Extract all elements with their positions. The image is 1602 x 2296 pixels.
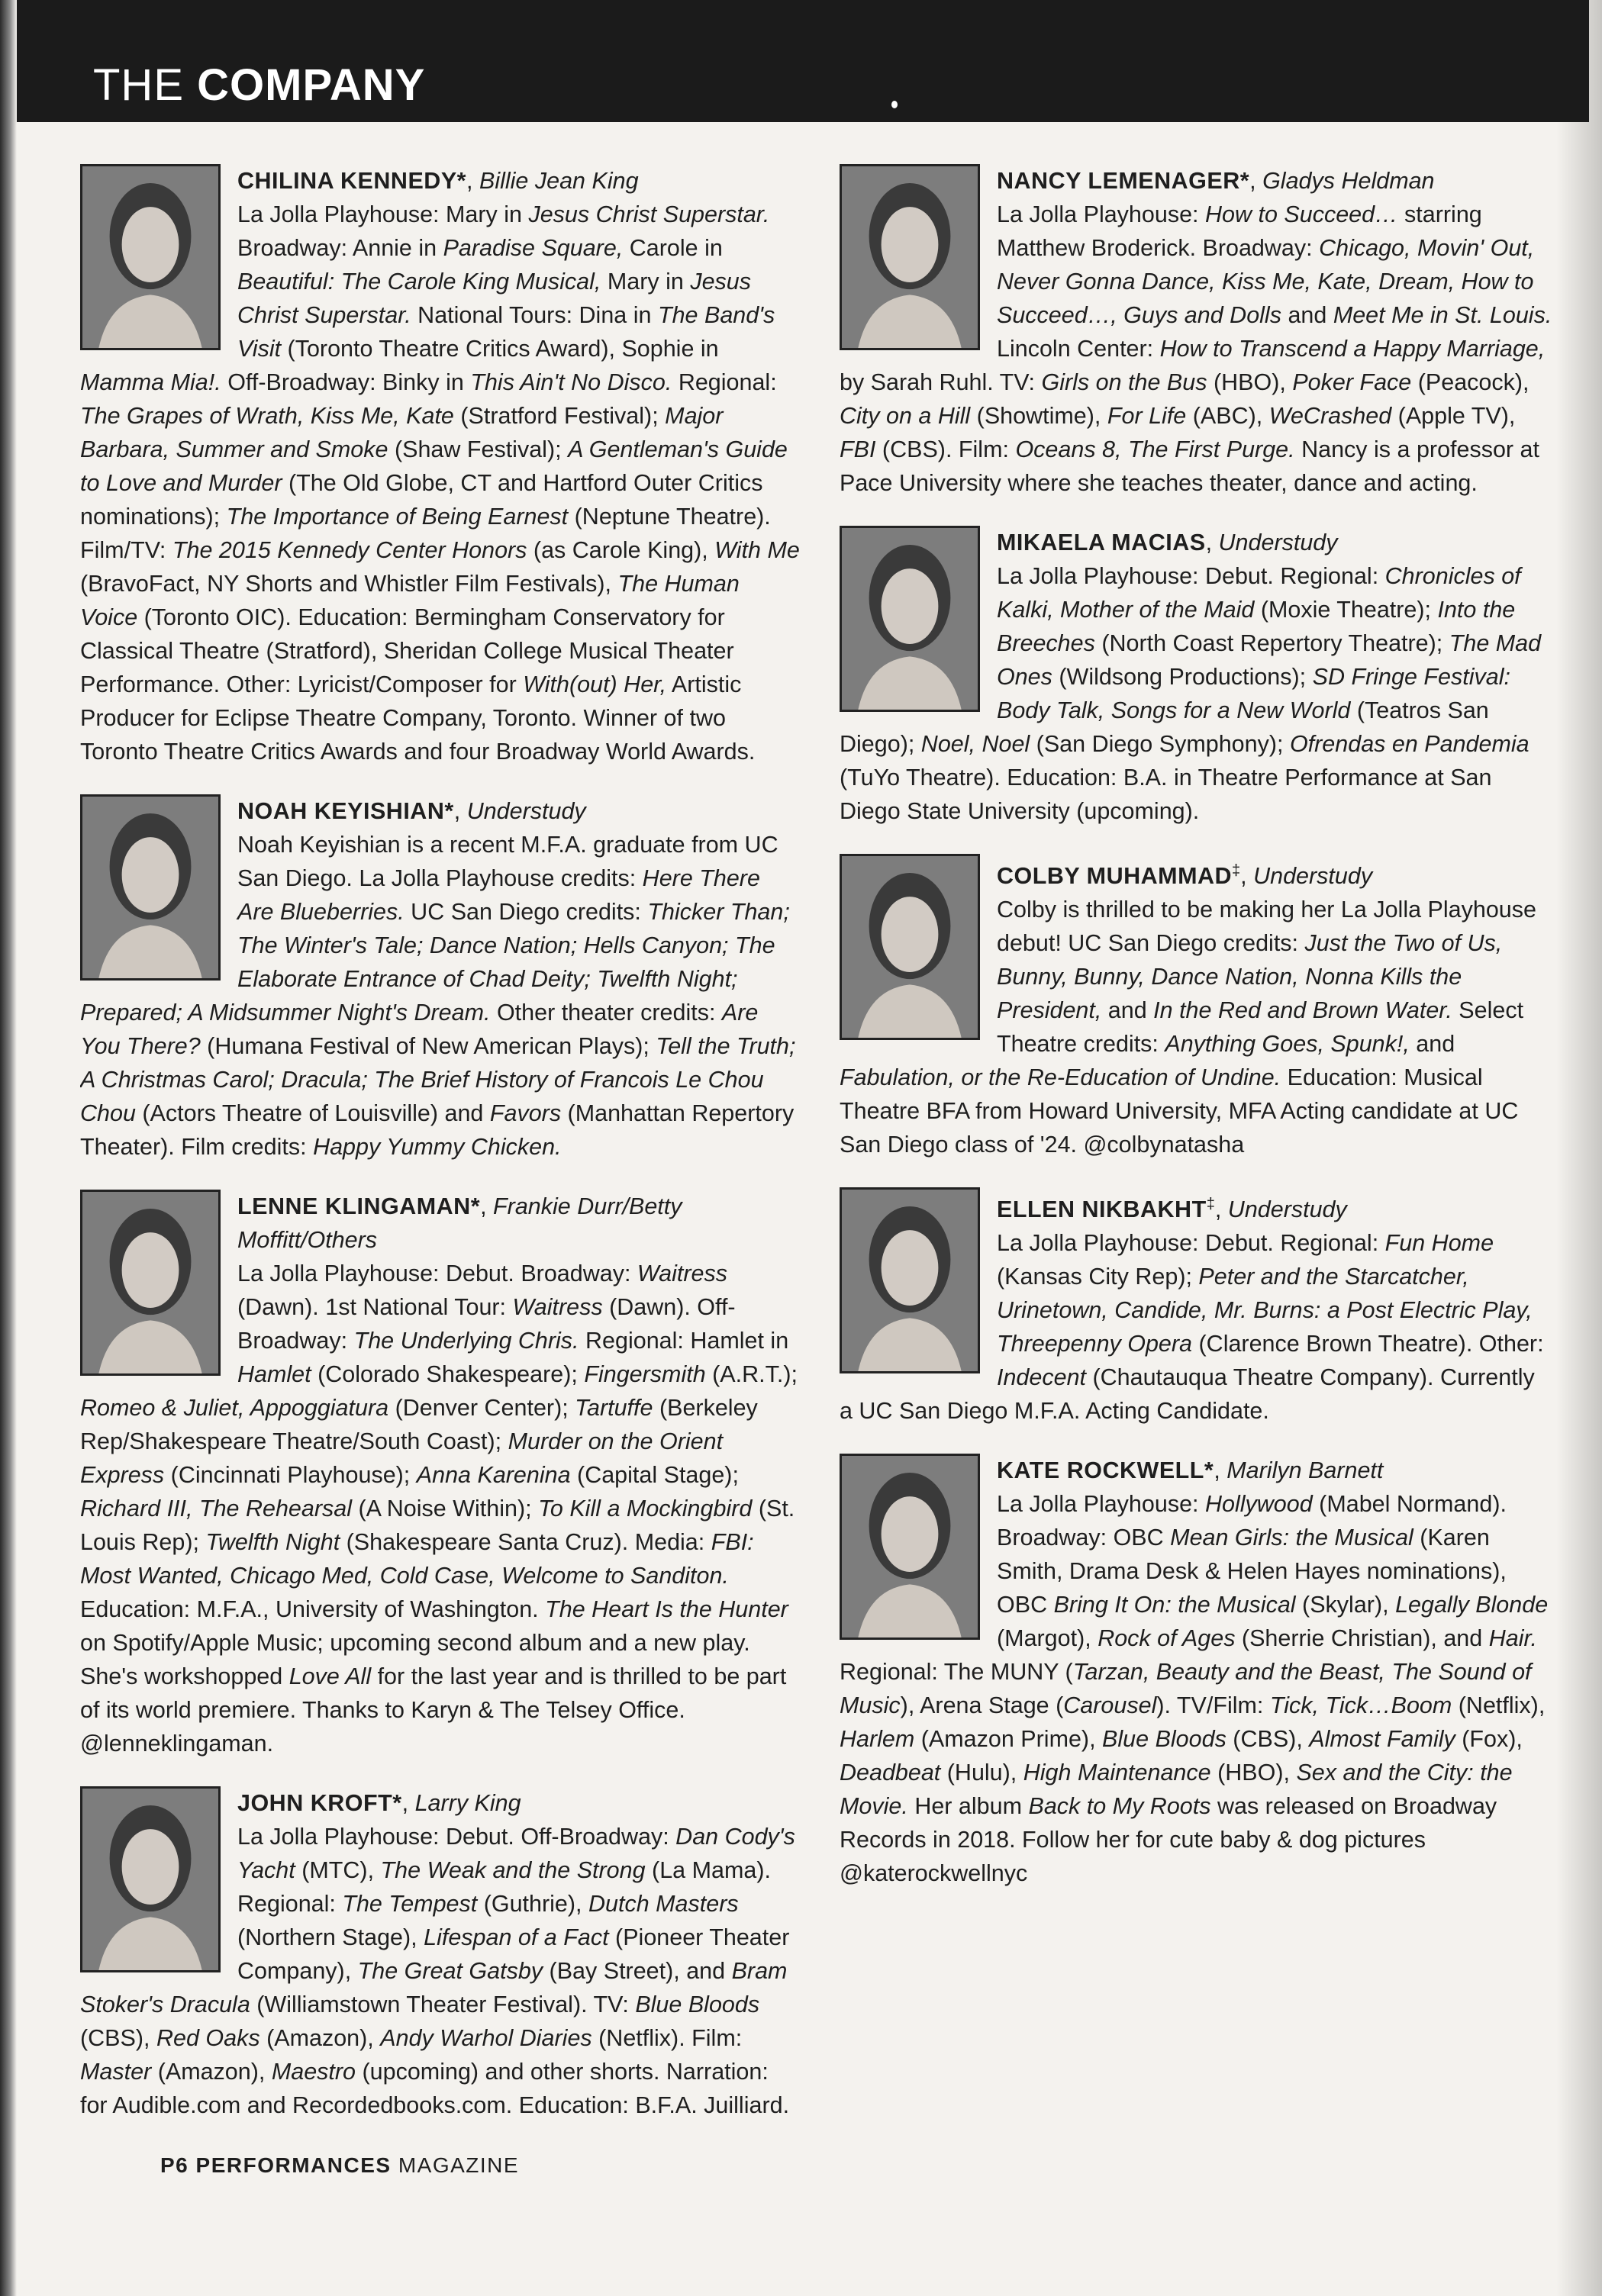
credit-title: Mamma Mia!. xyxy=(80,369,221,395)
bio-text: ), Arena Stage ( xyxy=(900,1692,1064,1719)
credit-title: Almost Family xyxy=(1309,1726,1455,1753)
credit-title: Fabulation, or the Re-Education of Undine. xyxy=(840,1064,1281,1091)
credit-title: With Me xyxy=(714,537,800,563)
bio-text: (Cincinnati Playhouse); xyxy=(164,1462,417,1488)
bio-text: La Jolla Playhouse: Debut. Off-Broadway: xyxy=(237,1824,676,1850)
bio-text: and xyxy=(1101,997,1154,1024)
page-title: THE COMPANY xyxy=(93,60,426,110)
bio-entry: NANCY LEMENAGER*, Gladys Heldman La Jolla Playhouse: How to Succeed… starring Matthew Broderick. Broadway: Chicago, Movin' Out, Never Gonna Dance, Kiss Me, Kate, Dream, How to Succeed…, Guys and Dolls and Meet Me in St. Louis. Lincoln Center: How to Transcend a Happy Marriage, by Sarah Ruhl. TV: Girls on the Bus (HBO), Poker Face (Peacock), City on a Hill (Showtime), For Life (ABC), WeCrashed (Apple TV), FBI (CBS). Film: Oceans 8, The First Purge. Nancy is a professor at Pace University where she teaches theater, dance and acting. xyxy=(840,164,1553,500)
bio-text: (Wildsong Productions); xyxy=(1052,664,1313,690)
bio-text: (Apple TV), xyxy=(1391,403,1516,429)
bio-text: La Jolla Playhouse: Debut. Regional: xyxy=(997,563,1385,589)
credit-title: The Underlying Chris. xyxy=(353,1328,579,1354)
bio-entry: LENNE KLINGAMAN*, Frankie Durr/Betty Moffitt/Others La Jolla Playhouse: Debut. Broadway: Waitress (Dawn). 1st National Tour: Waitress (Dawn). Off-Broadway: The Underlying Chris. Regional: Hamlet in Hamlet (Colorado Shakespeare); Fingersmith (A.R.T.); Romeo & Juliet, Appoggiatura (Denver Center); Tartuffe (Berkeley Rep/Shakespeare Theatre/South Coast); Murder on the Orient Express (Cincinnati Playhouse); Anna Karenina (Capital Stage); Richard III, The Rehearsal (A Noise Within); To Kill a Mockingbird (St. Louis Rep); Twelfth Night (Shakespeare Santa Cruz). Media: FBI: Most Wanted, Chicago Med, Cold Case, Welcome to Sanditon. Education: M.F.A., University of Washington. The Heart Is the Hunter on Spotify/Apple Music; upcoming second album and a new play. She's workshopped Love All for the last year and is thrilled to be part of its world premiere. Thanks to Karyn & The Telsey Office. @lenneklingaman. xyxy=(80,1190,801,1760)
credit-title: City on a Hill xyxy=(840,403,971,429)
credit-title: Sex and the City: the Movie. xyxy=(840,1760,1513,1820)
bio-text: (Hulu), xyxy=(940,1760,1023,1786)
bio-text: (HBO), xyxy=(1210,1760,1297,1786)
bio-text: (CBS). Film: xyxy=(875,436,1016,462)
bio-entry: MIKAELA MACIAS, Understudy La Jolla Playhouse: Debut. Regional: Chronicles of Kalki, Mother of the Maid (Moxie Theatre); Into the Breeches (North Coast Repertory Theatre); The Mad Ones (Wildsong Productions); SD Fringe Festival: Body Talk, Songs for a New World (Teatros San Diego); Noel, Noel (San Diego Symphony); Ofrendas en Pandemia (TuYo Theatre). Education: B.A. in Theatre Performance at San Diego State University (upcoming). xyxy=(840,526,1553,828)
credit-title: Lifespan of a Fact xyxy=(424,1924,609,1950)
credit-title: The Tempest xyxy=(342,1891,478,1917)
actor-role: Gladys Heldman xyxy=(1262,168,1435,194)
bio-text: National Tours: Dina in xyxy=(411,302,658,328)
credit-title: Anything Goes, Spunk!, xyxy=(1165,1031,1410,1058)
bio-text: (North Coast Repertory Theatre); xyxy=(1094,630,1449,656)
bio-text: by Sarah Ruhl. TV: xyxy=(840,369,1042,395)
credit-title: The Human Voice xyxy=(80,571,740,630)
actor-role: Understudy xyxy=(1227,1196,1347,1223)
credit-title: Chicago, Movin' Out, Never Gonna Dance, Kiss Me, Kate, Dream, How to Succeed…, Guys and Dolls xyxy=(997,235,1535,328)
credit-title: Anna Karenina xyxy=(416,1462,571,1488)
credit-title: In the Red and Brown Water. xyxy=(1153,997,1452,1024)
bio-text: (Sherrie Christian), and xyxy=(1235,1625,1489,1652)
credit-title: High Maintenance xyxy=(1023,1760,1211,1786)
credit-title: Noel, Noel xyxy=(920,731,1030,757)
bio-text: (Denver Center); xyxy=(388,1395,575,1421)
bio-entry: KATE ROCKWELL*, Marilyn Barnett La Jolla Playhouse: Hollywood (Mabel Normand). Broadway: OBC Mean Girls: the Musical (Karen Smith, Drama Desk & Helen Hayes nominations), OBC Bring It On: the Musical (Skylar), Legally Blonde (Margot), Rock of Ages (Sherrie Christian), and Hair. Regional: The MUNY (Tarzan, Beauty and the Beast, The Sound of Music), Arena Stage (Carousel). TV/Film: Tick, Tick…Boom (Netflix), Harlem (Amazon Prime), Blue Bloods (CBS), Almost Family (Fox), Deadbeat (Hulu), High Maintenance (HBO), Sex and the City: the Movie. Her album Back to My Roots was released on Broadway Records in 2018. Follow her for cute baby & dog pictures @katerockwellnyc xyxy=(840,1454,1553,1890)
bio-text: (Berkeley Rep/Shakespeare Theatre/South Coast); xyxy=(80,1395,758,1454)
bio-text: (Amazon), xyxy=(151,2059,272,2085)
bio-text: (Williamstown Theater Festival). TV: xyxy=(250,1992,636,2017)
bio-text: (A.R.T.); xyxy=(705,1361,798,1387)
credit-title: How to Transcend a Happy Marriage, xyxy=(1159,336,1546,362)
credit-title: Deadbeat xyxy=(840,1760,941,1786)
bio-text: (Margot), xyxy=(997,1625,1098,1652)
bio-text: (Shakespeare Santa Cruz). Media: xyxy=(340,1529,711,1555)
headshot-photo xyxy=(80,1786,221,1972)
bio-text: (Amazon), xyxy=(259,2025,381,2051)
bio-text: (Northern Stage), xyxy=(237,1924,424,1950)
credit-title: Blue Bloods xyxy=(635,1992,760,2017)
credit-title: Peter and the Starcatcher, Urinetown, Candide, Mr. Burns: a Post Electric Play, Threepenny Opera xyxy=(997,1264,1533,1357)
bio-text: (Pioneer Theater Company), xyxy=(237,1924,790,1984)
credit-title: The Heart Is the Hunter xyxy=(545,1596,788,1622)
credit-title: Waitress xyxy=(512,1294,603,1320)
headshot-photo xyxy=(840,526,980,712)
bio-text: was released on Broadway Records in 2018. Follow her for cute baby & dog pictures @katerockwellnyc xyxy=(840,1793,1497,1887)
headshot-photo xyxy=(80,1190,221,1376)
credit-title: Meet Me in St. Louis. xyxy=(1333,302,1552,328)
bio-text: Regional: The MUNY ( xyxy=(840,1659,1073,1686)
credit-title: Dutch Masters xyxy=(588,1891,739,1917)
credit-title: Bring It On: the Musical xyxy=(1053,1592,1296,1618)
credit-title: Mean Girls: the Musical xyxy=(1170,1525,1413,1551)
credit-title: Into the Breeches xyxy=(997,597,1516,656)
credit-title: Thicker Than; The Winter's Tale; Dance Nation; Hells Canyon; The Elaborate Entrance of Chad Deity; Twelfth Night; Prepared; A Midsummer Night's Dream. xyxy=(80,899,790,1026)
bio-text: Select Theatre credits: xyxy=(997,997,1524,1058)
credit-title: Romeo & Juliet, Appoggiatura xyxy=(80,1395,389,1421)
credit-title: Master xyxy=(80,2059,152,2085)
bio-text: (Toronto Theatre Critics Award), Sophie in xyxy=(281,336,719,362)
bio-entry: ELLEN NIKBAKHT‡, Understudy La Jolla Playhouse: Debut. Regional: Fun Home (Kansas City Rep); Peter and the Starcatcher, Urinetown, Candide, Mr. Burns: a Post Electric Play, Threepenny Opera (Clarence Brown Theatre). Other: Indecent (Chautauqua Theatre Company). Currently a UC San Diego M.F.A. Acting Candidate. xyxy=(840,1187,1553,1428)
bio-text: Other theater credits: xyxy=(490,1000,722,1026)
bio-text: Regional: Hamlet in xyxy=(579,1328,789,1354)
union-mark: ‡ xyxy=(1232,862,1241,879)
credit-title: The Grapes of Wrath, Kiss Me, Kate xyxy=(80,403,454,429)
credit-title: Tarzan, Beauty and the Beast, The Sound of Music xyxy=(840,1659,1532,1719)
bio-text: (A Noise Within); xyxy=(352,1496,539,1522)
bio-text: Broadway: Annie in xyxy=(237,235,443,261)
bio-text: (Shaw Festival); xyxy=(388,436,569,462)
bio-text: (Actors Theatre of Louisville) and xyxy=(135,1100,490,1126)
bio-text: (Showtime), xyxy=(970,403,1107,429)
bio-text: (Manhattan Repertory Theater). Film credits: xyxy=(80,1100,795,1160)
magazine-suffix: MAGAZINE xyxy=(398,2153,520,2177)
bio-text: ). TV/Film: xyxy=(1156,1692,1270,1719)
page-footer xyxy=(160,2153,519,2178)
credit-title: Hollywood xyxy=(1204,1491,1313,1518)
actor-role: Understudy xyxy=(1253,863,1373,890)
credit-title: Harlem xyxy=(840,1726,915,1753)
actor-role: Larry King xyxy=(414,1790,521,1816)
bio-text: (St. Louis Rep); xyxy=(80,1496,795,1555)
bio-text: Lincoln Center: xyxy=(997,336,1160,362)
bio-text: (Stratford Festival); xyxy=(453,403,666,429)
bio-text: (Bay Street), and xyxy=(543,1958,732,1984)
actor-role: Frankie Durr/Betty Moffitt/Others xyxy=(237,1193,682,1253)
credit-title: Tell the Truth; A Christmas Carol; Dracula; The Brief History of Francois Le Chou Chou xyxy=(80,1033,796,1126)
credit-title: FBI xyxy=(840,436,876,462)
credit-title: Indecent xyxy=(997,1364,1087,1391)
actor-name: ELLEN NIKBAKHT xyxy=(997,1196,1207,1223)
bio-text: (Fox), xyxy=(1455,1726,1523,1753)
bio-entry: CHILINA KENNEDY*, Billie Jean King La Jolla Playhouse: Mary in Jesus Christ Superstar. Broadway: Annie in Paradise Square, Carole in Beautiful: The Carole King Musical, Mary in Jesus Christ Superstar. National Tours: Dina in The Band's Visit (Toronto Theatre Critics Award), Sophie in Mamma Mia!. Off-Broadway: Binky in This Ain't No Disco. Regional: The Grapes of Wrath, Kiss Me, Kate (Stratford Festival); Major Barbara, Summer and Smoke (Shaw Festival); A Gentleman's Guide to Love and Murder (The Old Globe, CT and Hartford Outer Critics nominations); The Importance of Being Earnest (Neptune Theatre). Film/TV: The 2015 Kennedy Center Honors (as Carole King), With Me (BravoFact, NY Shorts and Whistler Film Festivals), The Human Voice (Toronto OIC). Education: Bermingham Conservatory for Classical Theatre (Stratford), Sheridan College Musical Theater Performance. Other: Lyricist/Composer for With(out) Her, Artistic Producer for Eclipse Theatre Company, Toronto. Winner of two Toronto Theatre Critics Awards and four Broadway World Awards. xyxy=(80,164,801,768)
headshot-photo xyxy=(80,794,221,981)
bio-text: (as Carole King), xyxy=(527,537,715,563)
bio-text: Education: Musical Theatre BFA from Howard University, MFA Acting candidate at UC San Diego class of '24. @colbynatasha xyxy=(840,1064,1519,1158)
bio-entry: COLBY MUHAMMAD‡, Understudy Colby is thrilled to be making her La Jolla Playhouse debut! UC San Diego credits: Just the Two of Us, Bunny, Bunny, Dance Nation, Nonna Kills the President, and In the Red and Brown Water. Select Theatre credits: Anything Goes, Spunk!, and Fabulation, or the Re-Education of Undine. Education: Musical Theatre BFA from Howard University, MFA Acting candidate at UC San Diego class of '24. @colbynatasha xyxy=(840,854,1553,1161)
credit-title: Rock of Ages xyxy=(1098,1625,1236,1652)
credit-title: FBI: Most Wanted, Chicago Med, Cold Case, Welcome to Sanditon. xyxy=(80,1529,754,1589)
bio-text: (Neptune Theatre). Film/TV: xyxy=(80,504,771,563)
page-edge-shadow xyxy=(1556,0,1602,2296)
bio-text: UC San Diego credits: xyxy=(404,899,648,925)
bio-text: Off-Broadway: Binky in xyxy=(221,369,471,395)
credit-title: Fun Home xyxy=(1384,1230,1494,1257)
page-number: P6 xyxy=(160,2153,189,2177)
credit-title: A Gentleman's Guide to Love and Murder xyxy=(80,436,788,496)
credit-title: Richard III, The Rehearsal xyxy=(80,1496,352,1522)
credit-title: Hamlet xyxy=(237,1361,311,1387)
credit-title: Favors xyxy=(489,1100,562,1126)
credit-title: Red Oaks xyxy=(156,2025,260,2051)
actor-role: Understudy xyxy=(466,798,586,824)
credit-title: Murder on the Orient Express xyxy=(80,1428,724,1488)
bio-text: (Capital Stage); xyxy=(570,1462,739,1488)
credit-title: Bram Stoker's Dracula xyxy=(80,1958,788,2017)
actor-role: Billie Jean King xyxy=(479,168,639,194)
bio-text: for the last year and is thrilled to be part of its world premiere. Thanks to Karyn & The Telsey Office. @lenneklingaman. xyxy=(80,1663,787,1757)
bio-text: (Dawn). 1st National Tour: xyxy=(237,1294,513,1320)
credit-title: Back to My Roots xyxy=(1028,1793,1211,1820)
credit-title: Happy Yummy Chicken. xyxy=(313,1134,562,1160)
actor-name: CHILINA KENNEDY* xyxy=(237,168,467,194)
bio-text: (San Diego Symphony); xyxy=(1030,731,1290,757)
page-binding xyxy=(0,0,17,2296)
credit-title: Jesus Christ Superstar. xyxy=(237,269,751,328)
credit-title: The 2015 Kennedy Center Honors xyxy=(172,537,527,563)
credit-title: SD Fringe Festival: Body Talk, Songs for a New World xyxy=(997,664,1510,723)
credit-title: With(out) Her, xyxy=(523,671,667,697)
headshot-photo xyxy=(80,164,221,350)
credit-title: Blue Bloods xyxy=(1102,1726,1226,1753)
bio-text: (Dawn). Off-Broadway: xyxy=(237,1294,736,1354)
actor-name: MIKAELA MACIAS xyxy=(997,530,1206,555)
credit-title: Twelfth Night xyxy=(205,1529,340,1555)
bio-text: (upcoming) and other shorts. Narration: for Audible.com and Recordedbooks.com. Education: B.F.A. Juilliard. xyxy=(80,2059,790,2118)
union-mark: ‡ xyxy=(1206,1196,1215,1213)
bio-text: (TuYo Theatre). Education: B.A. in Theatre Performance at San Diego State University (upcoming). xyxy=(840,765,1492,824)
bio-text: (BravoFact, NY Shorts and Whistler Film Festivals), xyxy=(80,571,618,597)
credit-title: Andy Warhol Diaries xyxy=(380,2025,592,2051)
credit-title: Tartuffe xyxy=(575,1395,653,1421)
credit-title: Hair. xyxy=(1488,1625,1537,1652)
bio-text: Education: M.F.A., University of Washington. xyxy=(80,1596,546,1622)
actor-role: Understudy xyxy=(1218,530,1338,555)
headshot-photo xyxy=(840,854,980,1040)
bio-text: starring Matthew Broderick. Broadway: xyxy=(997,201,1482,261)
left-column xyxy=(80,164,801,2148)
bio-text: (Netflix), xyxy=(1452,1692,1546,1719)
bio-text: (Karen Smith, Drama Desk & Helen Hayes nominations), OBC xyxy=(997,1525,1507,1618)
headshot-photo xyxy=(840,164,980,350)
bio-text: (Skylar), xyxy=(1295,1592,1396,1618)
bio-text: Colby is thrilled to be making her La Jolla Playhouse debut! UC San Diego credits: xyxy=(997,897,1536,957)
bio-text: on Spotify/Apple Music; upcoming second album and a new play. She's workshopped xyxy=(80,1630,750,1689)
bio-text: (Teatros San Diego); xyxy=(840,697,1489,757)
credit-title: The Importance of Being Earnest xyxy=(226,504,569,530)
bio-text: and xyxy=(1409,1031,1455,1058)
credit-title: Carousel xyxy=(1063,1692,1157,1719)
actor-name: KATE ROCKWELL* xyxy=(997,1457,1214,1484)
bio-text: Noah Keyishian is a recent M.F.A. graduate from UC San Diego. La Jolla Playhouse credits: xyxy=(237,832,778,891)
actor-name: NOAH KEYISHIAN* xyxy=(237,798,454,824)
actor-name: COLBY MUHAMMAD xyxy=(997,863,1233,890)
bio-text: Nancy is a professor at Pace University where she teaches theater, dance and acting. xyxy=(840,436,1539,496)
credit-title: WeCrashed xyxy=(1268,403,1392,429)
credit-title: Legally Blonde xyxy=(1395,1592,1549,1618)
bio-text: (MTC), xyxy=(295,1857,381,1883)
actor-name: JOHN KROFT* xyxy=(237,1790,402,1816)
bio-text: Carole in xyxy=(623,235,723,261)
right-column xyxy=(840,164,1553,1916)
credit-title: Dan Cody's Yacht xyxy=(237,1824,795,1883)
actor-name: NANCY LEMENAGER* xyxy=(997,168,1250,194)
credit-title: To Kill a Mockingbird xyxy=(538,1496,753,1522)
credit-title: For Life xyxy=(1107,403,1187,429)
bio-text: (ABC), xyxy=(1186,403,1269,429)
magazine-name: PERFORMANCES xyxy=(195,2153,392,2177)
bio-text: La Jolla Playhouse: xyxy=(997,201,1205,227)
credit-title: Girls on the Bus xyxy=(1041,369,1207,395)
headshot-photo xyxy=(840,1454,980,1640)
bio-entry: JOHN KROFT*, Larry King La Jolla Playhouse: Debut. Off-Broadway: Dan Cody's Yacht (MTC), The Weak and the Strong (La Mama). Regional: The Tempest (Guthrie), Dutch Masters (Northern Stage), Lifespan of a Fact (Pioneer Theater Company), The Great Gatsby (Bay Street), and Bram Stoker's Dracula (Williamstown Theater Festival). TV: Blue Bloods (CBS), Red Oaks (Amazon), Andy Warhol Diaries (Netflix). Film: Master (Amazon), Maestro (upcoming) and other shorts. Narration: for Audible.com and Recordedbooks.com. Education: B.F.A. Juilliard. xyxy=(80,1786,801,2122)
credit-title: Fingersmith xyxy=(584,1361,706,1387)
credit-title: Ofrendas en Pandemia xyxy=(1289,731,1529,757)
credit-title: Beautiful: The Carole King Musical, xyxy=(237,269,601,295)
bio-text: Artistic Producer for Eclipse Theatre Company, Toronto. Winner of two Toronto Theatre Critics Awards and four Broadway World Awards. xyxy=(80,671,756,765)
credit-title: Tick, Tick…Boom xyxy=(1269,1692,1452,1719)
bio-text: (Kansas City Rep); xyxy=(997,1264,1199,1290)
bio-text: (Guthrie), xyxy=(477,1891,588,1917)
credit-title: Oceans 8, The First Purge. xyxy=(1015,436,1295,462)
bio-text: (Netflix). Film: xyxy=(591,2025,743,2051)
credit-title: Major Barbara, Summer and Smoke xyxy=(80,403,724,462)
bio-text: (Colorado Shakespeare); xyxy=(311,1361,585,1387)
bio-text: (Peacock), xyxy=(1411,369,1529,395)
credit-title: Maestro xyxy=(271,2059,356,2085)
credit-title: Chronicles of Kalki, Mother of the Maid xyxy=(997,563,1521,623)
actor-name: LENNE KLINGAMAN* xyxy=(237,1193,481,1219)
bio-text: Her album xyxy=(907,1793,1029,1820)
bio-text: (Clarence Brown Theatre). Other: xyxy=(1192,1331,1544,1357)
header-dot xyxy=(891,101,898,108)
credit-title: How to Succeed… xyxy=(1204,201,1398,227)
credit-title: Are You There? xyxy=(80,1000,759,1059)
bio-text: (Toronto OIC). Education: Bermingham Conservatory for Classical Theatre (Stratford), Sheridan College Musical Theater Performance. Other: Lyricist/Composer for xyxy=(80,604,734,697)
credit-title: Waitress xyxy=(637,1261,727,1286)
section-header xyxy=(17,0,1589,122)
bio-text: (Humana Festival of New American Plays); xyxy=(200,1033,656,1059)
credit-title: Poker Face xyxy=(1292,369,1412,395)
bio-text: (The Old Globe, CT and Hartford Outer Critics nominations); xyxy=(80,470,763,530)
credit-title: Jesus Christ Superstar. xyxy=(528,201,770,227)
bio-text: Mary in xyxy=(601,269,691,295)
bio-text: (Mabel Normand). Broadway: OBC xyxy=(997,1491,1507,1551)
bio-text: La Jolla Playhouse: Debut. Broadway: xyxy=(237,1261,637,1286)
bio-text: and xyxy=(1281,302,1333,328)
bio-text: La Jolla Playhouse: xyxy=(997,1491,1205,1518)
credit-title: The Band's Visit xyxy=(237,302,775,362)
bio-text: (CBS), xyxy=(1226,1726,1310,1753)
credit-title: This Ain't No Disco. xyxy=(470,369,672,395)
credit-title: Just the Two of Us, Bunny, Bunny, Dance Nation, Nonna Kills the President, xyxy=(997,930,1503,1024)
bio-entry: NOAH KEYISHIAN*, Understudy Noah Keyishian is a recent M.F.A. graduate from UC San Diego. La Jolla Playhouse credits: Here There Are Blueberries. UC San Diego credits: Thicker Than; The Winter's Tale; Dance Nation; Hells Canyon; The Elaborate Entrance of Chad Deity; Twelfth Night; Prepared; A Midsummer Night's Dream. Other theater credits: Are You There? (Humana Festival of New American Plays); Tell the Truth; A Christmas Carol; Dracula; The Brief History of Francois Le Chou Chou (Actors Theatre of Louisville) and Favors (Manhattan Repertory Theater). Film credits: Happy Yummy Chicken. xyxy=(80,794,801,1164)
bio-text: (Chautauqua Theatre Company). Currently a UC San Diego M.F.A. Acting Candidate. xyxy=(840,1364,1535,1425)
headshot-photo xyxy=(840,1187,980,1373)
bio-text: Regional: xyxy=(672,369,777,395)
credit-title: The Great Gatsby xyxy=(357,1958,543,1984)
bio-text: (CBS), xyxy=(80,2025,156,2051)
actor-role: Marilyn Barnett xyxy=(1226,1457,1384,1484)
credit-title: Here There Are Blueberries. xyxy=(237,865,760,925)
credit-title: The Weak and the Strong xyxy=(380,1857,646,1883)
bio-text: (La Mama). Regional: xyxy=(237,1857,771,1917)
bio-text: (Moxie Theatre); xyxy=(1254,597,1438,623)
bio-text: (Amazon Prime), xyxy=(914,1726,1103,1753)
bio-text: (HBO), xyxy=(1207,369,1293,395)
bio-text: La Jolla Playhouse: Mary in xyxy=(237,201,529,227)
bio-text: La Jolla Playhouse: Debut. Regional: xyxy=(997,1230,1385,1257)
credit-title: The Mad Ones xyxy=(997,630,1542,690)
credit-title: Love All xyxy=(288,1663,372,1689)
credit-title: Paradise Square, xyxy=(443,235,624,261)
